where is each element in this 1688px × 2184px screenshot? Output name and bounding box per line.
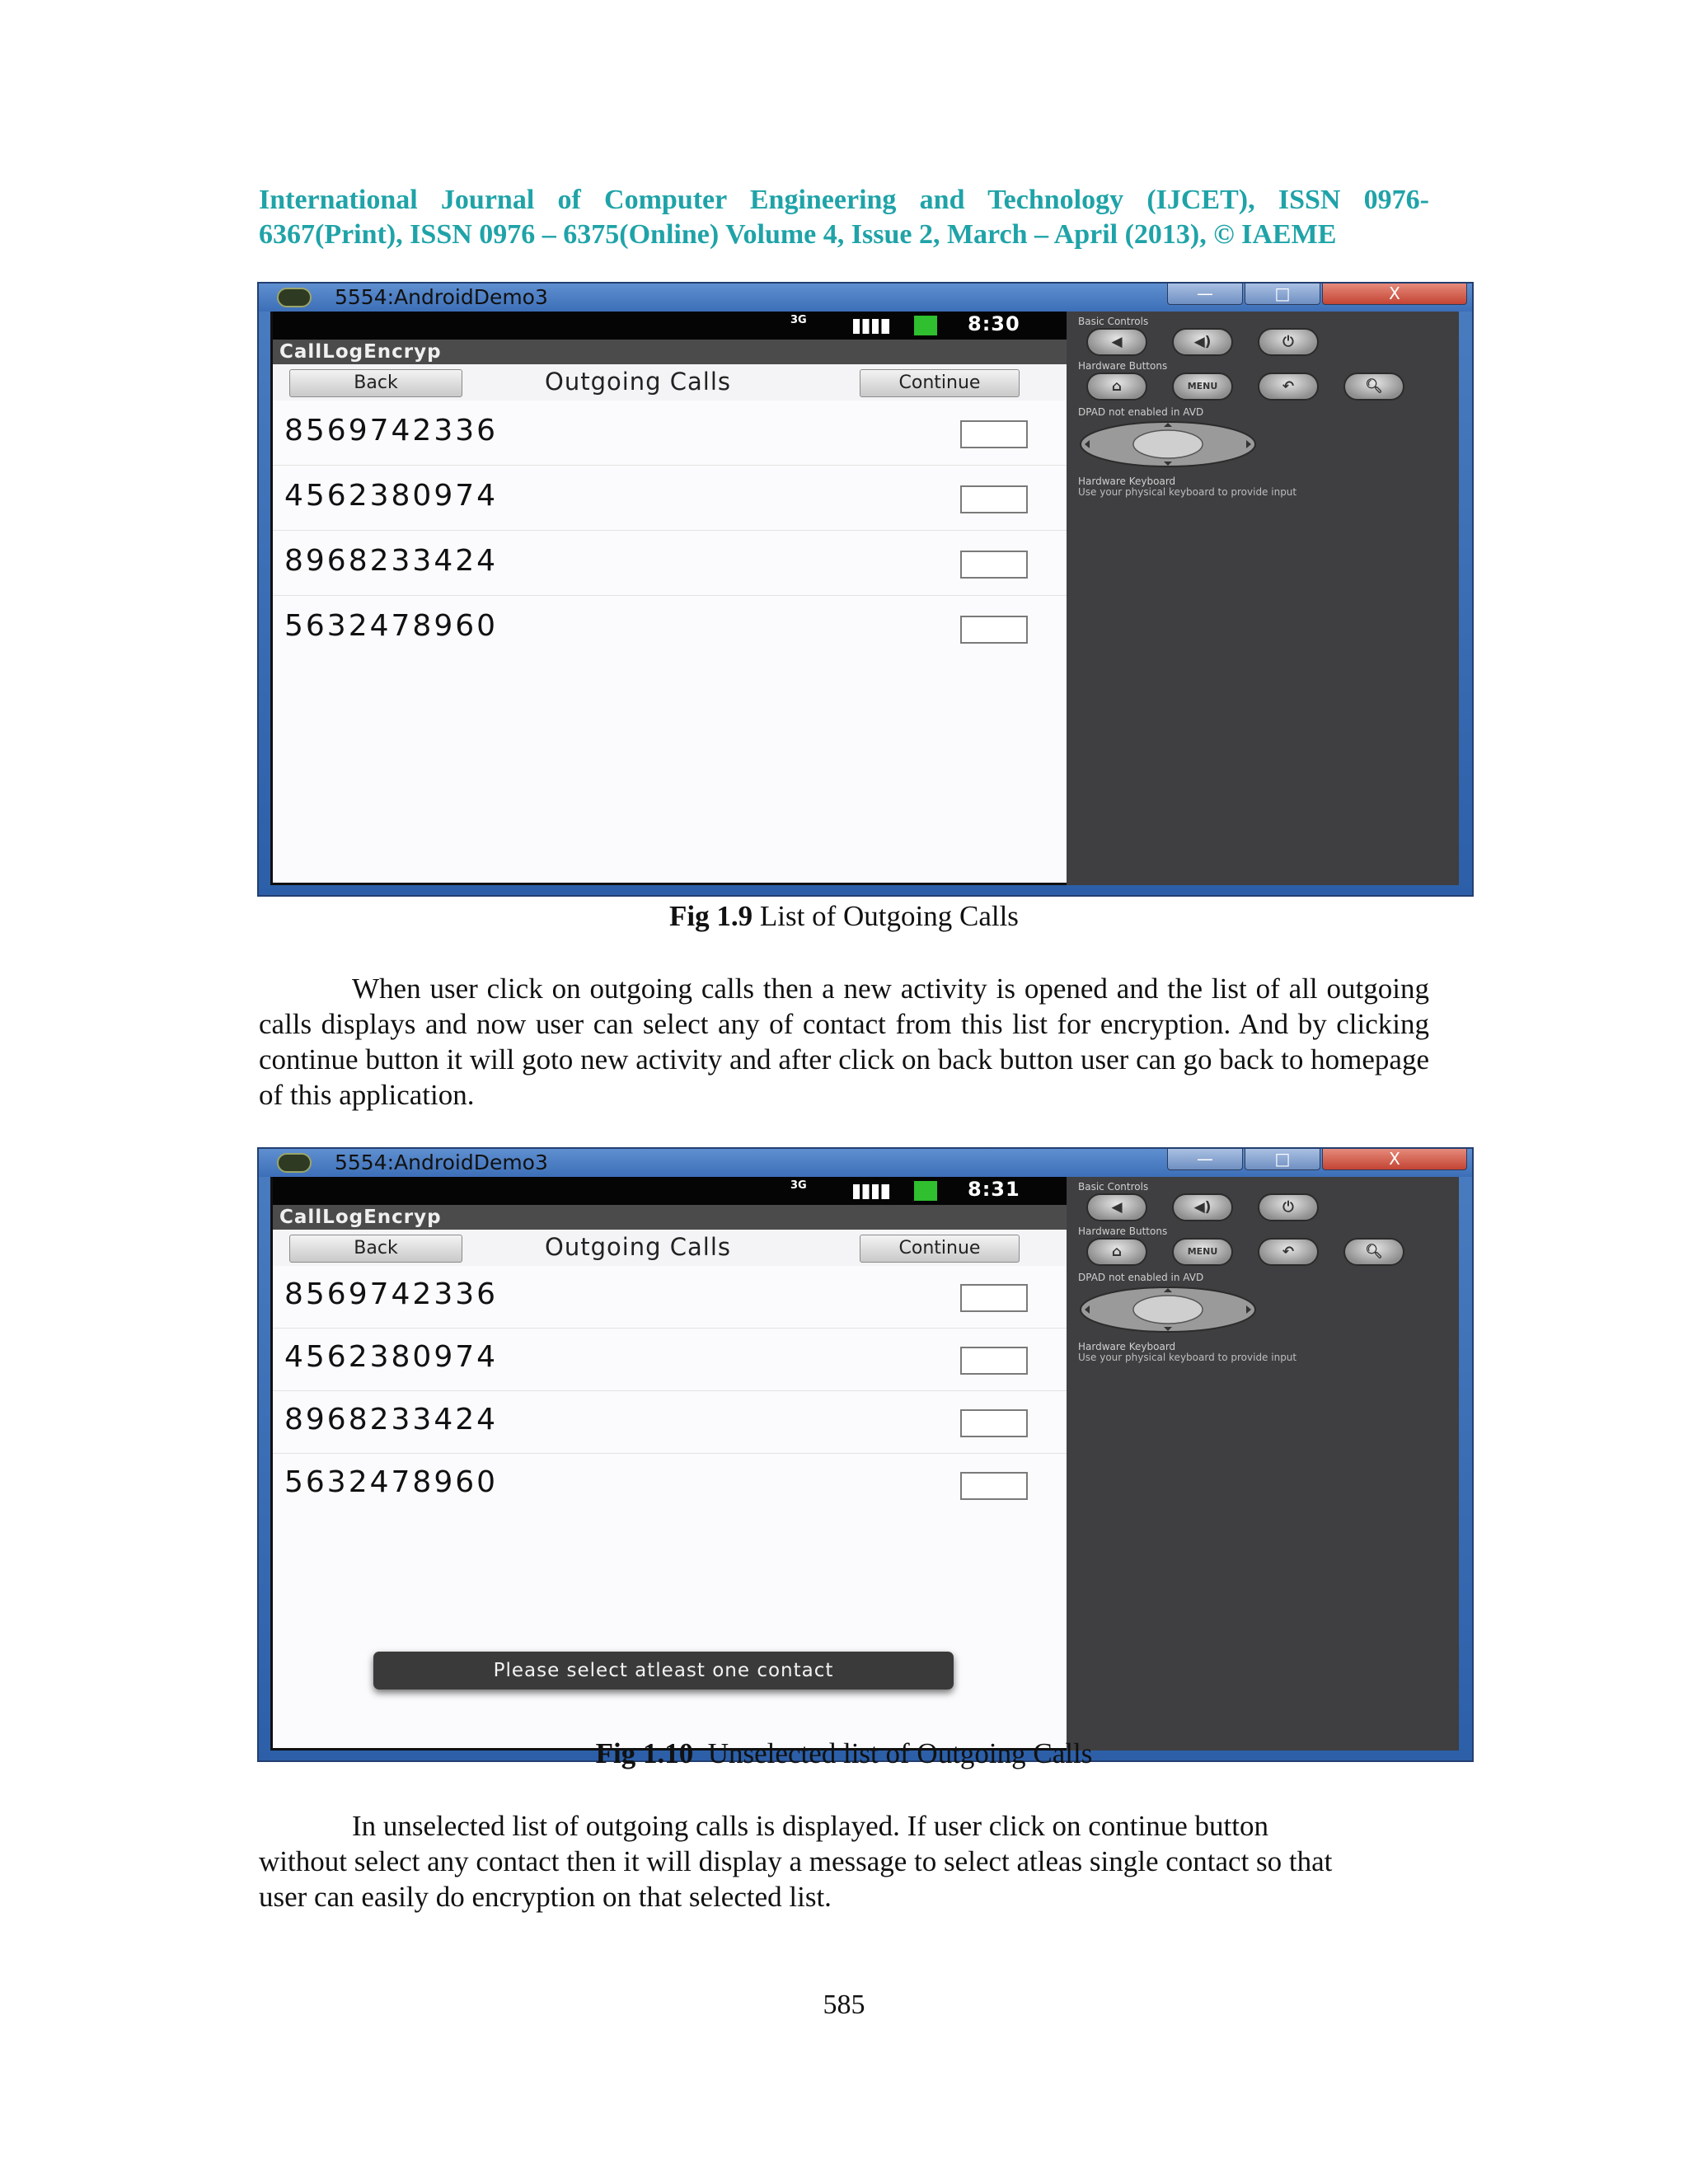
window-titlebar [259, 1149, 1472, 1177]
paragraph-line: user can easily do encryption on that selected list. [259, 1881, 832, 1913]
dpad-note: DPAD not enabled in AVD [1078, 1272, 1204, 1283]
paragraph [259, 1808, 1429, 1915]
emulator-window-fig-1-10 [257, 1147, 1474, 1762]
volume-down-icon[interactable]: ◀ [1086, 328, 1147, 356]
volume-down-icon[interactable]: ◀ [1086, 1193, 1147, 1221]
figure-caption-text: List of Outgoing Calls [753, 900, 1019, 932]
dpad-icon[interactable] [1078, 1286, 1258, 1333]
minimize-button[interactable]: — [1167, 284, 1243, 305]
signal-icon [853, 319, 889, 334]
battery-icon [914, 1181, 937, 1201]
basic-controls-label: Basic Controls [1078, 316, 1149, 327]
journal-header-line2: 6367(Print), ISSN 0976 – 6375(Online) Volume 4, Issue 2, March – April (2013), © IAEME [259, 219, 1337, 250]
contact-checkbox[interactable] [960, 1472, 1028, 1500]
screen-title: Outgoing Calls [545, 368, 732, 396]
close-button[interactable]: X [1322, 284, 1467, 305]
volume-up-icon[interactable]: ◀) [1172, 1193, 1233, 1221]
minimize-button[interactable]: — [1167, 1149, 1243, 1170]
list-item[interactable] [273, 401, 1067, 466]
back-arrow-icon[interactable]: ↶ [1258, 1238, 1319, 1266]
status-time: 8:31 [968, 1178, 1020, 1201]
phone-screen [270, 1177, 1067, 1750]
phone-number: 5632478960 [284, 1465, 499, 1499]
list-item[interactable] [273, 466, 1067, 531]
phone-number: 4562380974 [284, 479, 499, 513]
back-button[interactable]: Back [289, 1235, 462, 1263]
power-icon[interactable]: ⏻ [1258, 1193, 1319, 1221]
list-item[interactable] [273, 1329, 1067, 1391]
phone-number: 8569742336 [284, 1277, 499, 1311]
battery-icon [914, 316, 937, 335]
figure-label: Fig 1.9 [669, 900, 753, 932]
signal-icon [853, 1184, 889, 1199]
emulator-controls-panel [1067, 312, 1459, 885]
basic-controls-label: Basic Controls [1078, 1181, 1149, 1193]
keyboard-note: Use your physical keyboard to provide input [1078, 1352, 1297, 1363]
list-item[interactable] [273, 1391, 1067, 1454]
close-button[interactable]: X [1322, 1149, 1467, 1170]
contact-checkbox[interactable] [960, 1347, 1028, 1375]
continue-button[interactable]: Continue [860, 369, 1020, 397]
maximize-button[interactable]: □ [1245, 1149, 1320, 1170]
window-title: 5554:AndroidDemo3 [335, 1151, 548, 1174]
search-icon[interactable]: 🔍︎ [1343, 373, 1404, 401]
contact-checkbox[interactable] [960, 485, 1028, 513]
hardware-buttons-label: Hardware Buttons [1078, 1226, 1168, 1237]
hardware-keyboard-label: Hardware Keyboard [1078, 476, 1176, 487]
status-time: 8:30 [968, 312, 1020, 335]
paragraph-text: When user click on outgoing calls then a new activity is opened and the list of all outgoing calls displays and now user can select any of contact from this list for encryption. And by clicking continue button it will goto new activity and after click on back button user can go back to homepage of this application. [259, 972, 1429, 1111]
home-icon[interactable]: ⌂ [1086, 373, 1147, 401]
paragraph [259, 971, 1429, 1113]
contact-checkbox[interactable] [960, 551, 1028, 579]
dpad-note: DPAD not enabled in AVD [1078, 406, 1204, 418]
screen-title: Outgoing Calls [545, 1233, 732, 1261]
status-bar [273, 1177, 1067, 1205]
window-title: 5554:AndroidDemo3 [335, 285, 548, 309]
continue-button[interactable]: Continue [860, 1235, 1020, 1263]
phone-number: 8968233424 [284, 1403, 499, 1436]
figure-label: Fig 1.10 [595, 1737, 694, 1769]
hardware-buttons-label: Hardware Buttons [1078, 360, 1168, 372]
emulator-controls-panel [1067, 1177, 1459, 1750]
paragraph-line: without select any contact then it will display a message to select atleas single contact so that [259, 1845, 1333, 1877]
emulator-logo-icon [277, 288, 312, 307]
phone-number: 8569742336 [284, 414, 499, 448]
contact-checkbox[interactable] [960, 1409, 1028, 1437]
power-icon[interactable]: ⏻ [1258, 328, 1319, 356]
search-icon[interactable]: 🔍︎ [1343, 1238, 1404, 1266]
menu-button[interactable]: MENU [1172, 373, 1233, 401]
journal-header [259, 183, 1429, 252]
phone-number: 8968233424 [284, 544, 499, 578]
hardware-keyboard-label: Hardware Keyboard [1078, 1341, 1176, 1352]
list-item[interactable] [273, 596, 1067, 661]
emulator-window-fig-1-9 [257, 282, 1474, 897]
network-icon: 3G [790, 314, 807, 326]
figure-caption [0, 1736, 1688, 1771]
contact-checkbox[interactable] [960, 616, 1028, 644]
network-icon: 3G [790, 1179, 807, 1192]
toolbar [273, 364, 1067, 401]
menu-button[interactable]: MENU [1172, 1238, 1233, 1266]
toolbar [273, 1230, 1067, 1266]
toast-message: Please select atleast one contact [373, 1652, 954, 1690]
page-number: 585 [823, 1990, 865, 2020]
back-button[interactable]: Back [289, 369, 462, 397]
list-item[interactable] [273, 1454, 1067, 1516]
list-item[interactable] [273, 1266, 1067, 1329]
figure-caption-text: Unselected list of Outgoing Calls [693, 1737, 1093, 1769]
contact-checkbox[interactable] [960, 420, 1028, 448]
app-title: CallLogEncryp [273, 1205, 1067, 1230]
home-icon[interactable]: ⌂ [1086, 1238, 1147, 1266]
emulator-logo-icon [277, 1153, 312, 1173]
maximize-button[interactable]: □ [1245, 284, 1320, 305]
contact-checkbox[interactable] [960, 1284, 1028, 1312]
journal-header-line1: International Journal of Computer Engineering and Technology (IJCET), ISSN 0976- [259, 185, 1429, 215]
figure-caption [0, 899, 1688, 934]
back-arrow-icon[interactable]: ↶ [1258, 373, 1319, 401]
dpad-icon[interactable] [1078, 420, 1258, 468]
phone-number: 4562380974 [284, 1340, 499, 1374]
app-title: CallLogEncryp [273, 340, 1067, 364]
list-item[interactable] [273, 531, 1067, 596]
volume-up-icon[interactable]: ◀) [1172, 328, 1233, 356]
phone-number: 5632478960 [284, 609, 499, 643]
paragraph-line: In unselected list of outgoing calls is displayed. If user click on continue button [352, 1810, 1268, 1842]
keyboard-note: Use your physical keyboard to provide input [1078, 486, 1297, 498]
status-bar [273, 312, 1067, 340]
phone-screen [270, 312, 1067, 885]
window-titlebar [259, 284, 1472, 312]
